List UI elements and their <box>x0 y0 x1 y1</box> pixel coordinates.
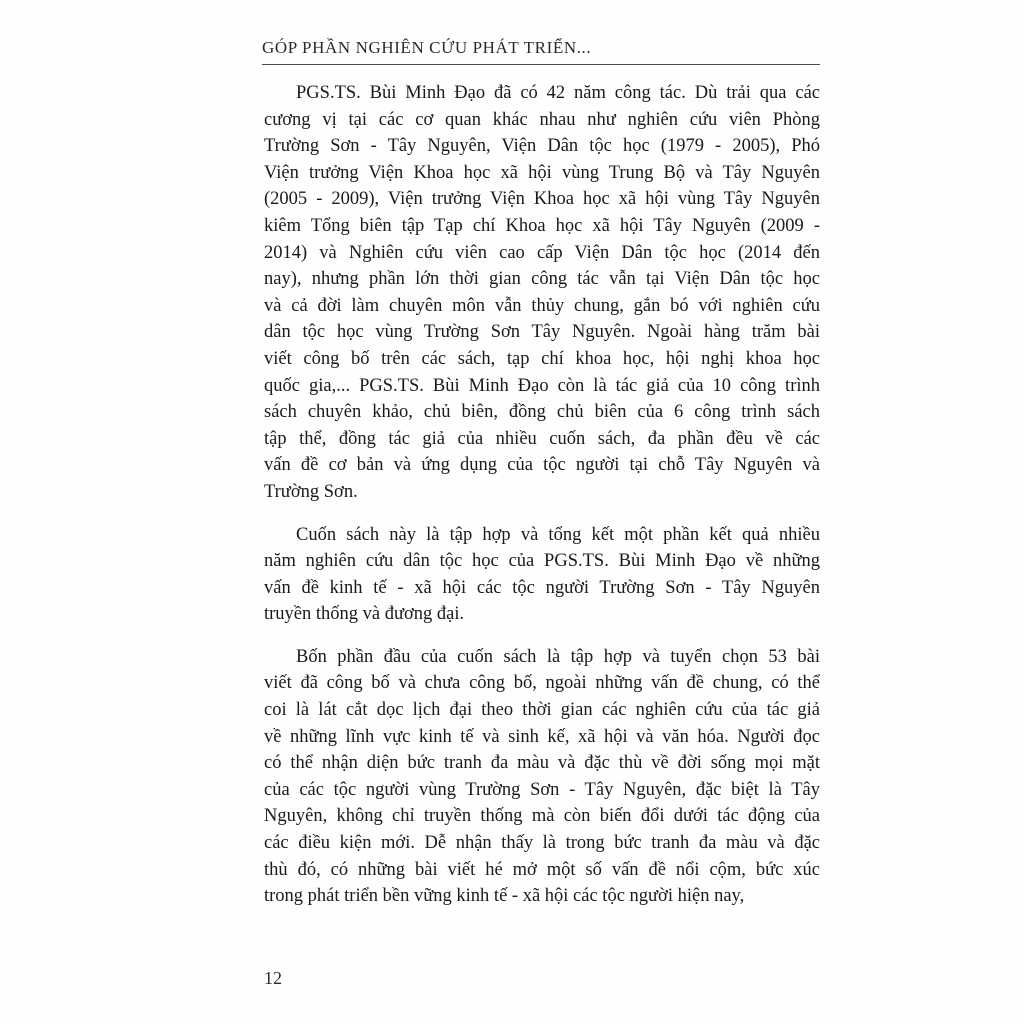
text-line: các điều kiện mới. Dễ nhận thấy là trong bức tranh đa màu và đặc <box>264 833 820 854</box>
text-line: về những lĩnh vực kinh tế và sinh kế, xã hội và văn hóa. Người đọc <box>264 726 820 747</box>
text-line: trong phát triển bền vững kinh tế - xã hội các tộc người hiện nay, <box>264 886 745 907</box>
text-line: có thể nhận diện bức tranh đa màu và đặc thù về đời sống mọi mặt <box>264 753 820 774</box>
text-line: Trường Sơn. <box>264 481 358 502</box>
text-line: vấn đề cơ bản và ứng dụng của tộc người tại chỗ Tây Nguyên và <box>264 455 820 476</box>
text-line: quốc gia,... PGS.TS. Bùi Minh Đạo còn là tác giả của 10 công trình <box>264 375 820 396</box>
text-line: Cuốn sách này là tập hợp và tổng kết một phần kết quả nhiều <box>296 524 820 545</box>
text-line: Bốn phần đầu của cuốn sách là tập hợp và tuyển chọn 53 bài <box>296 646 820 667</box>
text-line: dân tộc học vùng Trường Sơn Tây Nguyên. Ngoài hàng trăm bài <box>264 322 820 343</box>
text-line: năm nghiên cứu dân tộc học của PGS.TS. Bùi Minh Đạo về những <box>264 551 820 572</box>
text-line: truyền thống và đương đại. <box>264 604 465 625</box>
running-header: GÓP PHẦN NGHIÊN CỨU PHÁT TRIỂN... <box>262 38 592 57</box>
text-line: Viện trưởng Viện Khoa học xã hội vùng Trung Bộ và Tây Nguyên <box>264 162 820 183</box>
text-line: viết công bố trên các sách, tạp chí khoa học, hội nghị khoa học <box>264 348 820 369</box>
text-line: tập thể, đồng tác giả của nhiều cuốn sách, đa phần đều về các <box>264 428 820 449</box>
text-line: coi là lát cắt dọc lịch đại theo thời gian các nghiên cứu của tác giả <box>264 700 820 721</box>
paragraph-3 <box>264 644 820 910</box>
header-rule <box>262 64 820 65</box>
text-line: và cả đời làm chuyên môn vẫn thủy chung, gắn bó với nghiên cứu <box>264 295 820 316</box>
text-line: thù đó, có những bài viết hé mở một số vấn đề nổi cộm, bức xúc <box>264 859 820 880</box>
text-line: cương vị tại các cơ quan khác nhau như nghiên cứu viên Phòng <box>264 109 820 130</box>
page-number: 12 <box>264 968 282 988</box>
text-line: sách chuyên khảo, chủ biên, đồng chủ biên của 6 công trình sách <box>264 402 820 423</box>
paragraph-1 <box>264 80 820 506</box>
body-text <box>264 80 820 926</box>
text-line: 2014) và Nghiên cứu viên cao cấp Viện Dân tộc học (2014 đến <box>264 242 820 263</box>
text-line: vấn đề kinh tế - xã hội các tộc người Trường Sơn - Tây Nguyên <box>264 577 820 598</box>
text-line: nay), nhưng phần lớn thời gian công tác vẫn tại Viện Dân tộc học <box>264 269 820 290</box>
paragraph-2 <box>264 522 820 628</box>
text-line: PGS.TS. Bùi Minh Đạo đã có 42 năm công tác. Dù trải qua các <box>296 83 820 103</box>
text-line: Nguyên, không chỉ truyền thống mà còn biến đổi dưới tác động của <box>264 806 820 827</box>
text-line: (2005 - 2009), Viện trưởng Viện Khoa học xã hội vùng Tây Nguyên <box>264 189 820 210</box>
text-line: kiêm Tổng biên tập Tạp chí Khoa học xã hội Tây Nguyên (2009 - <box>264 215 820 236</box>
text-line: của các tộc người vùng Trường Sơn - Tây Nguyên, đặc biệt là Tây <box>264 779 820 800</box>
text-line: viết đã công bố và chưa công bố, ngoài những vấn đề chung, có thể <box>264 673 820 694</box>
text-line: Trường Sơn - Tây Nguyên, Viện Dân tộc học (1979 - 2005), Phó <box>264 136 820 157</box>
